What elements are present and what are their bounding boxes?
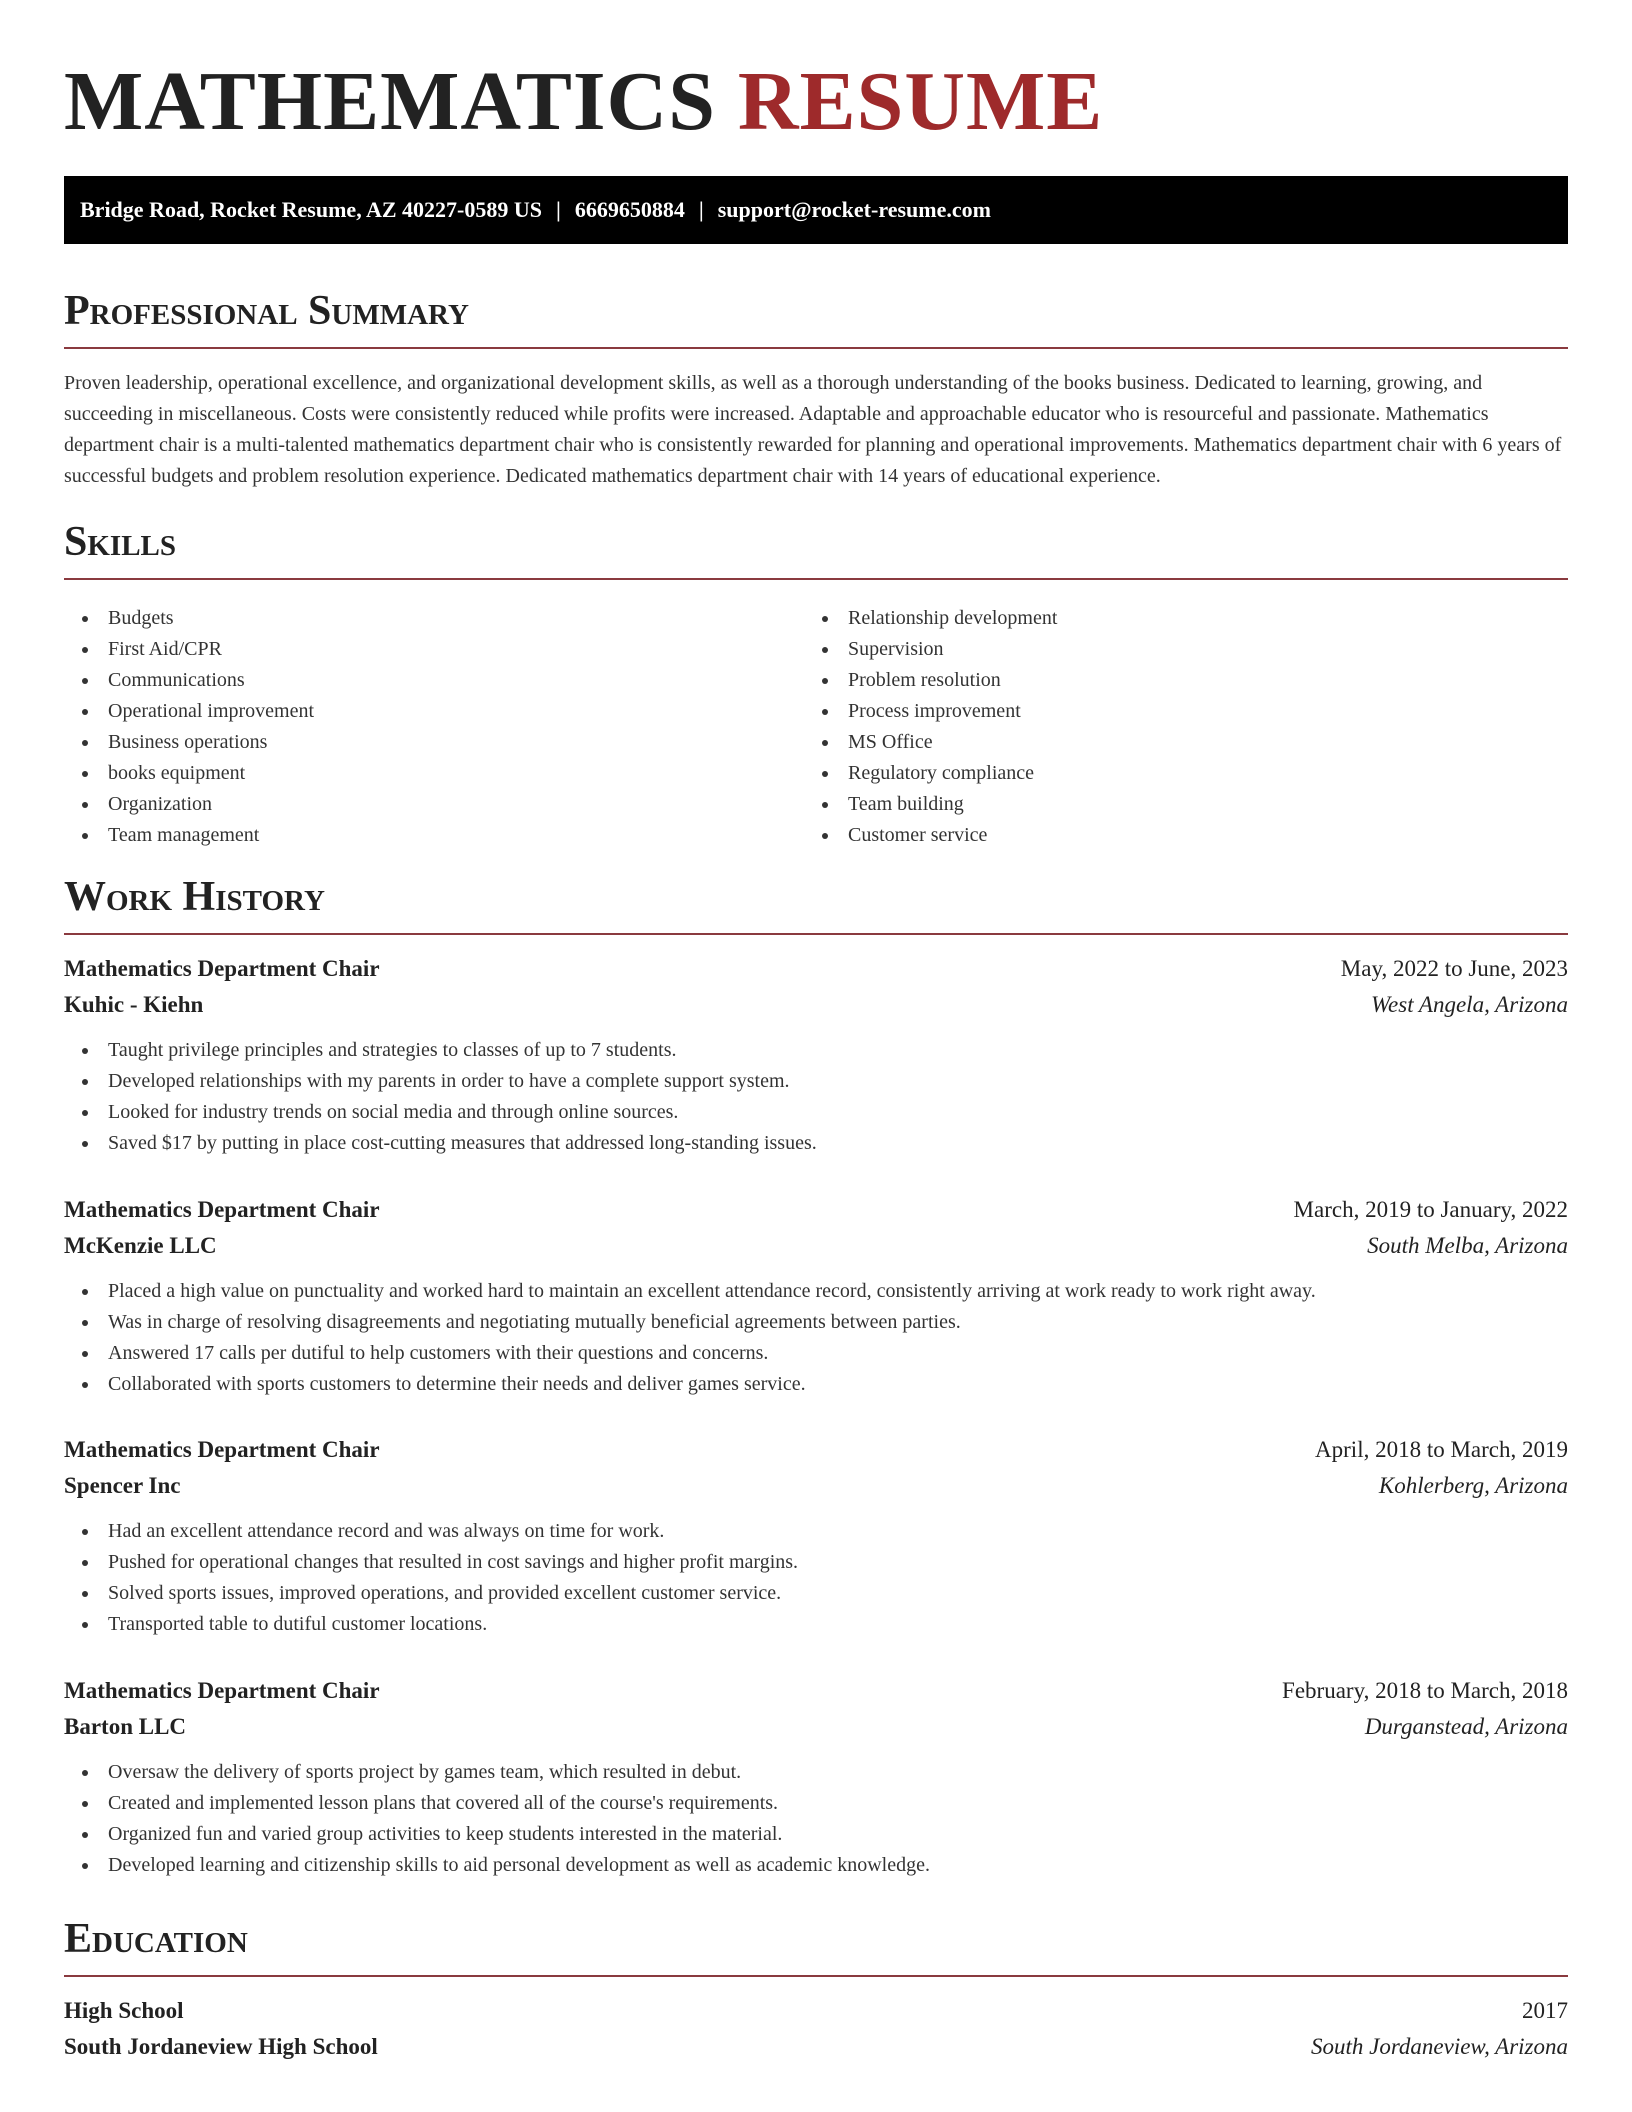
education-school-row (64, 2029, 1568, 2065)
section-divider (64, 1975, 1568, 1977)
work-history-heading: Work History (64, 874, 325, 920)
job-location: Durganstead, Arizona (1364, 1714, 1568, 1739)
education-school: South Jordaneview High School (64, 2034, 378, 2059)
skill-item: Supervision (804, 634, 1544, 665)
job-bullets (64, 1516, 1568, 1640)
job-company: Barton LLC (64, 1714, 187, 1739)
job-company-row (64, 1468, 1568, 1504)
education-location: South Jordaneview, Arizona (1310, 2034, 1568, 2059)
skill-item: books equipment (64, 758, 804, 789)
job-location: Kohlerberg, Arizona (1378, 1473, 1568, 1498)
job-entry (64, 1673, 1568, 1881)
skill-item: Organization (64, 789, 804, 820)
skill-item: Problem resolution (804, 665, 1544, 696)
job-header-row (64, 1432, 1568, 1468)
job-entry (64, 951, 1568, 1159)
job-title: Mathematics Department Chair (64, 1678, 380, 1703)
contact-bar (64, 176, 1568, 244)
job-company-row (64, 1709, 1568, 1745)
job-bullet: Oversaw the delivery of sports project by games team, which resulted in debut. (64, 1757, 1568, 1788)
job-dates: April, 2018 to March, 2019 (1315, 1437, 1568, 1462)
skill-item: Regulatory compliance (804, 758, 1544, 789)
job-bullet: Transported table to dutiful customer locations. (64, 1609, 1568, 1640)
job-bullet: Answered 17 calls per dutiful to help customers with their questions and concerns. (64, 1338, 1568, 1369)
summary-text: Proven leadership, operational excellence, and organizational development skills, as well as a thorough understanding of the books business. Dedicated to learning, growing, and succeeding in miscellaneous. Costs were consistently reduced while profits were increased. Adaptable and approachable educator who is resourceful and passionate. Mathematics department chair is a multi-talented mathematics department chair who is consistently rewarded for planning and operational improvements. Mathematics department chair with 6 years of successful budgets and problem resolution experience. Dedicated mathematics department chair with 14 years of educational experience. (64, 372, 1562, 487)
job-bullet: Created and implemented lesson plans that covered all of the course's requirements. (64, 1788, 1568, 1819)
skill-item: Operational improvement (64, 696, 804, 727)
skills-heading: Skills (64, 519, 177, 565)
summary-heading: Professional Summary (64, 288, 469, 334)
skill-item: Communications (64, 665, 804, 696)
education-heading: Education (64, 1916, 248, 1962)
job-bullet: Developed learning and citizenship skills to aid personal development as well as academic knowledge. (64, 1850, 1568, 1881)
job-company: Kuhic - Kiehn (64, 992, 204, 1017)
job-header-row (64, 1673, 1568, 1709)
job-company: Spencer Inc (64, 1473, 181, 1498)
job-title: Mathematics Department Chair (64, 1437, 380, 1462)
job-header-row (64, 951, 1568, 987)
job-bullet: Pushed for operational changes that resulted in cost savings and higher profit margins. (64, 1547, 1568, 1578)
contact-separator: | (556, 197, 561, 222)
skill-item: MS Office (804, 727, 1544, 758)
job-bullet: Placed a high value on punctuality and worked hard to maintain an excellent attendance record, consistently arriving at work ready to work right away. (64, 1276, 1568, 1307)
job-bullet: Organized fun and varied group activities to keep students interested in the material. (64, 1819, 1568, 1850)
contact-phone[interactable]: 6669650884 (574, 197, 685, 222)
skills-list-right (804, 603, 1544, 851)
job-dates: May, 2022 to June, 2023 (1340, 956, 1568, 981)
job-bullet: Had an excellent attendance record and was always on time for work. (64, 1516, 1568, 1547)
section-divider (64, 933, 1568, 935)
education-degree: High School (64, 1998, 184, 2023)
job-company: McKenzie LLC (64, 1233, 217, 1258)
skill-item: Budgets (64, 603, 804, 634)
job-bullet: Saved $17 by putting in place cost-cutting measures that addressed long-standing issues. (64, 1128, 1568, 1159)
title-main: MATHEMATICS (64, 55, 716, 148)
skills-list-left (64, 603, 804, 851)
job-dates: February, 2018 to March, 2018 (1282, 1678, 1568, 1703)
job-bullets (64, 1276, 1568, 1400)
job-bullet: Taught privilege principles and strategies to classes of up to 7 students. (64, 1035, 1568, 1066)
job-bullets (64, 1035, 1568, 1159)
skill-item: First Aid/CPR (64, 634, 804, 665)
skill-item: Business operations (64, 727, 804, 758)
section-divider (64, 578, 1568, 580)
job-entry (64, 1432, 1568, 1640)
contact-separator: | (698, 197, 704, 222)
job-company-row (64, 987, 1568, 1023)
job-entry (64, 1192, 1568, 1400)
job-bullet: Developed relationships with my parents in order to have a complete support system. (64, 1066, 1568, 1097)
job-title: Mathematics Department Chair (64, 1197, 380, 1222)
job-dates: March, 2019 to January, 2022 (1293, 1197, 1568, 1222)
skill-item: Team management (64, 820, 804, 851)
education-header-row (64, 1993, 1568, 2029)
job-company-row (64, 1228, 1568, 1264)
skill-item: Relationship development (804, 603, 1544, 634)
contact-email[interactable]: support@rocket-resume.com (717, 197, 991, 222)
skill-item: Process improvement (804, 696, 1544, 727)
job-header-row (64, 1192, 1568, 1228)
job-bullet: Looked for industry trends on social media and through online sources. (64, 1097, 1568, 1128)
job-bullet: Collaborated with sports customers to determine their needs and deliver games service. (64, 1369, 1568, 1400)
title-accent: RESUME (737, 55, 1104, 148)
job-location: West Angela, Arizona (1370, 992, 1568, 1017)
skill-item: Customer service (804, 820, 1544, 851)
contact-address: Bridge Road, Rocket Resume, AZ 40227-0589 US (80, 197, 542, 222)
job-location: South Melba, Arizona (1367, 1233, 1568, 1258)
job-bullet: Solved sports issues, improved operations, and provided excellent customer service. (64, 1578, 1568, 1609)
job-bullets (64, 1757, 1568, 1881)
resume-title (64, 52, 1103, 152)
education-year: 2017 (1522, 1998, 1568, 2023)
skill-item: Team building (804, 789, 1544, 820)
education-entry (64, 1993, 1568, 2065)
job-title: Mathematics Department Chair (64, 956, 380, 981)
section-divider (64, 347, 1568, 349)
job-bullet: Was in charge of resolving disagreements and negotiating mutually beneficial agreements between parties. (64, 1307, 1568, 1338)
